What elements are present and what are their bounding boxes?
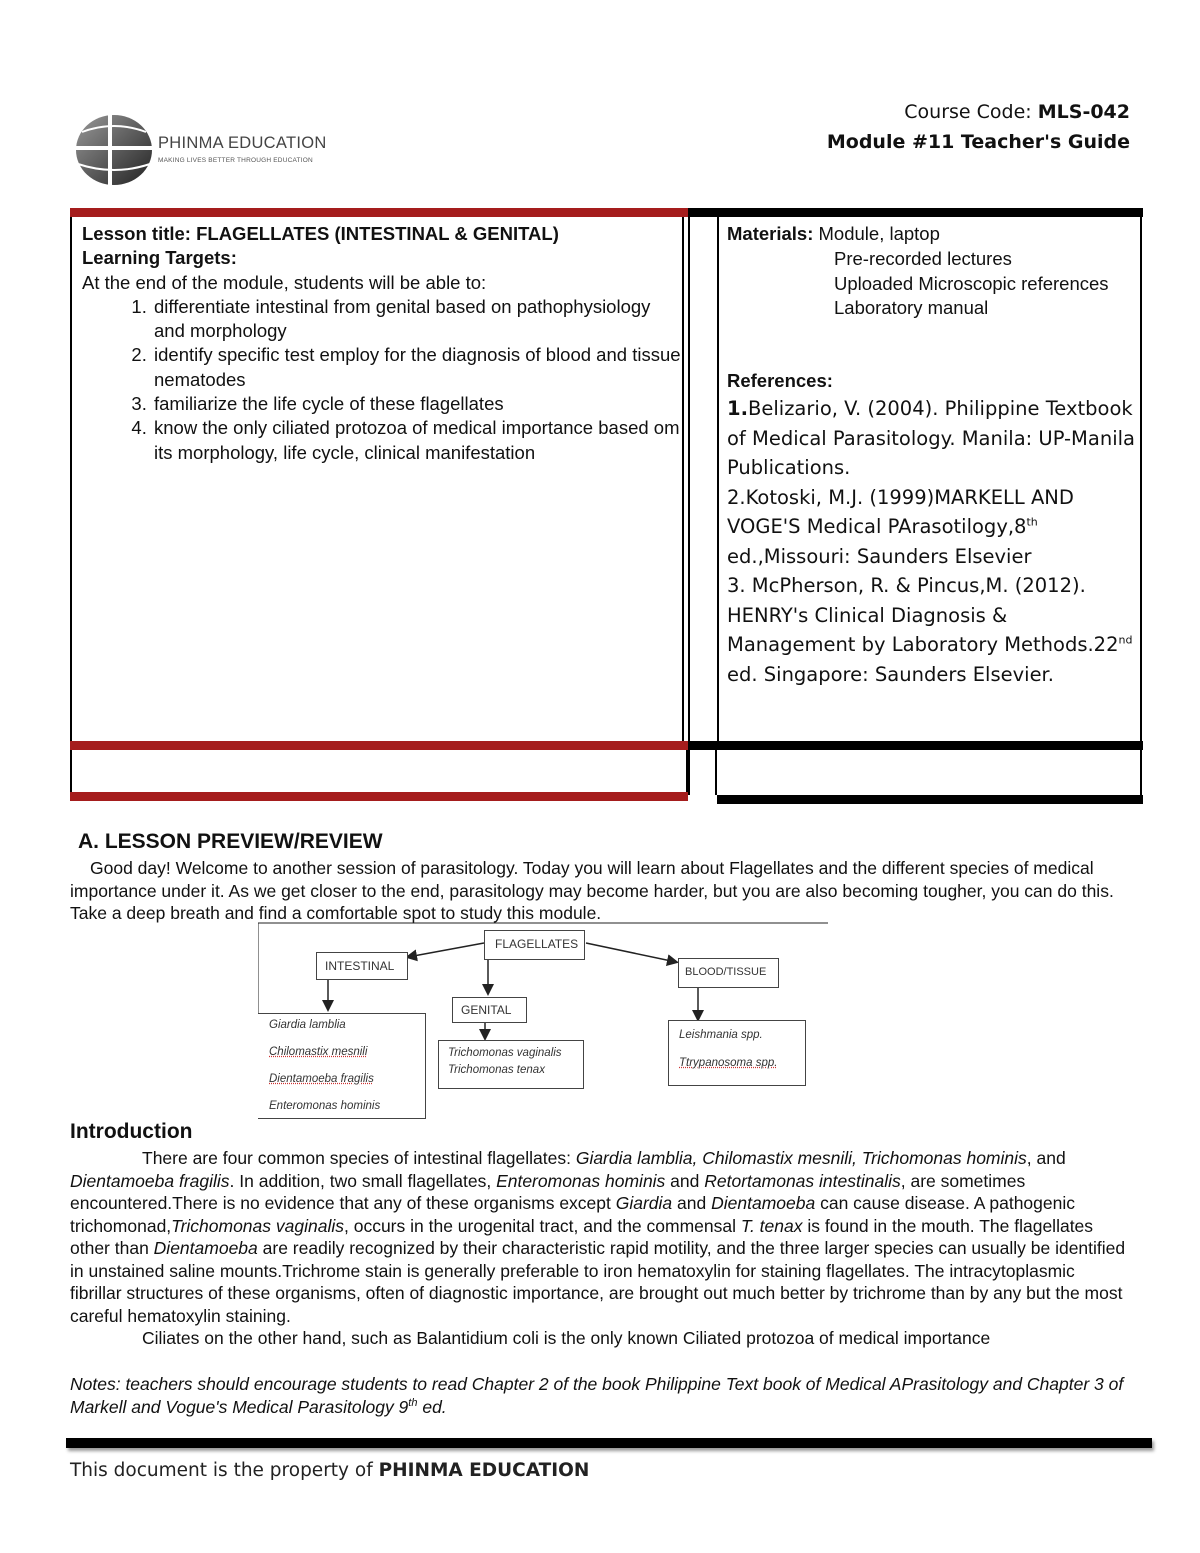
- species-name: Dientamoeba fragilis: [70, 1170, 230, 1191]
- materials-item: Module, laptop: [818, 223, 940, 244]
- intro-text-run: and: [672, 1193, 712, 1213]
- table-mid-rule-left: [70, 741, 688, 750]
- reference-1-text: Belizario, V. (2004). Philippine Textbook of Medical Parasitology. Manila: UP-Manila Publications.: [727, 397, 1135, 479]
- materials-item: Pre-recorded lectures: [834, 247, 1012, 269]
- intro-text-run: and: [665, 1170, 705, 1191]
- targets-intro: At the end of the module, students will be able to:: [82, 271, 487, 293]
- materials-block: [727, 222, 1137, 321]
- intro-text-run: , are sometimes encountered.There is no evidence that any of these organisms except: [70, 1170, 1026, 1213]
- footer-brand: PHINMA EDUCATION: [378, 1460, 590, 1481]
- lesson-block: [82, 222, 682, 465]
- list-item: 1. differentiate intestinal from genital based on pathophysiology and morphology: [152, 295, 682, 344]
- introduction-paragraph-1: [70, 1147, 1130, 1327]
- flagellates-node: FLAGELLATES: [484, 930, 585, 960]
- introduction-body: [70, 1147, 1130, 1350]
- module-title: Module #11 Teacher's Guide: [826, 131, 1130, 153]
- preview-paragraph: Good day! Welcome to another session of parasitology. Today you will learn about Flagellates and the different species of medical importance under it. As we get closer to the end, parasitology may become harder, but you are also becoming tougher, you can do this. Take a deep breath and find a comfortable spot to study this module.: [70, 858, 1114, 923]
- reference-2: [727, 483, 1137, 572]
- table-empty-cell-right: [717, 750, 1142, 795]
- arrow-to-intestinal: [408, 943, 484, 957]
- species-name: Dientamoeba: [711, 1193, 816, 1213]
- reference-3: [727, 571, 1137, 689]
- materials-item: Laboratory manual: [834, 297, 989, 319]
- lesson-title: Lesson title: FLAGELLATES (INTESTINAL & GENITAL): [82, 223, 559, 244]
- species-label: Trichomonas vaginalis: [448, 1047, 562, 1059]
- intro-text-run: are readily recognized by their characteristic rapid motility, and the three larger species can usually be identified in unstained saline mounts.Trichrome stain is generally preferable to iron hematoxylin for staining flagellates. The intracytoplasmic fibrillar structures of these organisms, often of diagnostic importance, are brought out much better by trichrome than by any but the most careful hematoxylin staining.: [70, 1238, 1126, 1326]
- species-name: Enteromonas hominis: [496, 1170, 666, 1191]
- table-empty-cell-left: [70, 750, 688, 792]
- arrow-to-blood: [586, 943, 676, 962]
- intro-text-run: , and: [1026, 1148, 1066, 1168]
- reference-2-text: 2.Kotoski, M.J. (1999)MARKELL AND VOGE'S Medical PArasotilogy,8: [727, 485, 1074, 538]
- intro-text-run: , occurs in the urogenital tract, and the commensal: [343, 1215, 741, 1236]
- learning-targets-list: [82, 295, 682, 465]
- section-a-heading: A. LESSON PREVIEW/REVIEW: [78, 830, 383, 853]
- intestinal-node: INTESTINAL: [316, 952, 408, 980]
- intro-text-run: There are four common species of intestinal flagellates:: [142, 1148, 576, 1168]
- reference-1-number: 1.: [727, 397, 748, 420]
- species-label: Dientamoeba fragilis: [269, 1073, 374, 1085]
- reference-2-text-end: ed.,Missouri: Saunders Elsevier: [727, 544, 1032, 568]
- table-bottom-rule-right: [717, 795, 1143, 804]
- reference-3-text-end: ed. Singapore: Saunders Elsevier.: [727, 662, 1054, 686]
- course-code-value: MLS-042: [1037, 101, 1130, 123]
- reference-2-sup: th: [1026, 515, 1038, 529]
- notes-text: Notes: teachers should encourage students to read Chapter 2 of the book Philippine Text book of Medical APrasitology and Chapter 3 of Markell and Vogue's Medical Parasitology 9: [70, 1374, 1124, 1417]
- species-label: Leishmania spp.: [679, 1029, 763, 1041]
- teacher-notes: [70, 1373, 1130, 1418]
- logo-emblem-icon: [74, 112, 154, 188]
- species-label: Chilomastix mesnili: [269, 1046, 368, 1058]
- table-bottom-rule-left: [70, 792, 688, 801]
- table-top-rule-left: [70, 208, 688, 217]
- table-mid-rule-right: [688, 741, 1143, 750]
- species-name: Giardia: [615, 1193, 673, 1213]
- introduction-heading: Introduction: [70, 1120, 193, 1143]
- list-item: 4. know the only ciliated protozoa of medical importance based om its morphology, life cycle, clinical manifestation: [152, 416, 682, 465]
- intro-text-run: can cause disease. A pathogenic trichomonad,: [70, 1193, 1075, 1236]
- species-name: Retortamonas intestinalis: [704, 1170, 901, 1191]
- table-gap-cell: [688, 217, 717, 741]
- notes-text-end: ed.: [417, 1396, 447, 1417]
- footer-text: [70, 1460, 589, 1481]
- brand-tagline: MAKING LIVES BETTER THROUGH EDUCATION: [158, 157, 313, 164]
- references-label: References:: [727, 370, 833, 391]
- species-name: Trichomonas vaginalis: [171, 1215, 344, 1236]
- species-name: Giardia lamblia, Chilomastix mesnili, Trichomonas hominis: [575, 1148, 1027, 1168]
- species-label: Giardia lamblia: [269, 1019, 346, 1031]
- list-item: 2. identify specific test employ for the diagnosis of blood and tissue nematodes: [152, 343, 682, 392]
- species-label: Enteromonas hominis: [269, 1100, 381, 1112]
- table-empty-gap: [688, 750, 717, 795]
- notes-sup: th: [408, 1396, 418, 1409]
- table-top-rule-right: [688, 208, 1143, 217]
- blood-tissue-node: BLOOD/TISSUE: [678, 958, 779, 988]
- reference-3-sup: nd: [1118, 633, 1133, 647]
- course-code-label: Course Code:: [904, 101, 1038, 123]
- materials-item: Uploaded Microscopic references: [834, 272, 1109, 294]
- genital-node: GENITAL: [452, 997, 527, 1023]
- phinma-logo: [74, 112, 334, 188]
- intro-text-run: is found in the mouth. The flagellates other than: [70, 1215, 1094, 1258]
- learning-targets-heading: Learning Targets:: [82, 247, 237, 269]
- species-label: Ttrypanosoma spp.: [679, 1057, 778, 1069]
- materials-label: Materials:: [727, 223, 814, 244]
- footer-label: This document is the property of: [70, 1460, 379, 1481]
- course-code: [904, 101, 1130, 123]
- brand-name: PHINMA EDUCATION: [158, 134, 327, 152]
- intro-text-run: . In addition, two small flagellates,: [229, 1170, 497, 1191]
- footer-rule: [66, 1438, 1152, 1448]
- reference-1: [727, 394, 1137, 483]
- flagellates-diagram: [258, 921, 830, 1119]
- list-item: 3. familiarize the life cycle of these flagellates: [152, 392, 682, 416]
- references-list: [727, 394, 1137, 689]
- species-name: T. tenax: [740, 1215, 803, 1236]
- introduction-paragraph-2: Ciliates on the other hand, such as Balantidium coli is the only known Ciliated protozoa of medical importance: [142, 1328, 991, 1348]
- species-name: Dientamoeba: [153, 1238, 258, 1258]
- species-label: Trichomonas tenax: [448, 1064, 545, 1076]
- reference-3-text: 3. McPherson, R. & Pincus,M. (2012). HENRY's Clinical Diagnosis & Management by Laboratory Methods.22: [727, 574, 1119, 656]
